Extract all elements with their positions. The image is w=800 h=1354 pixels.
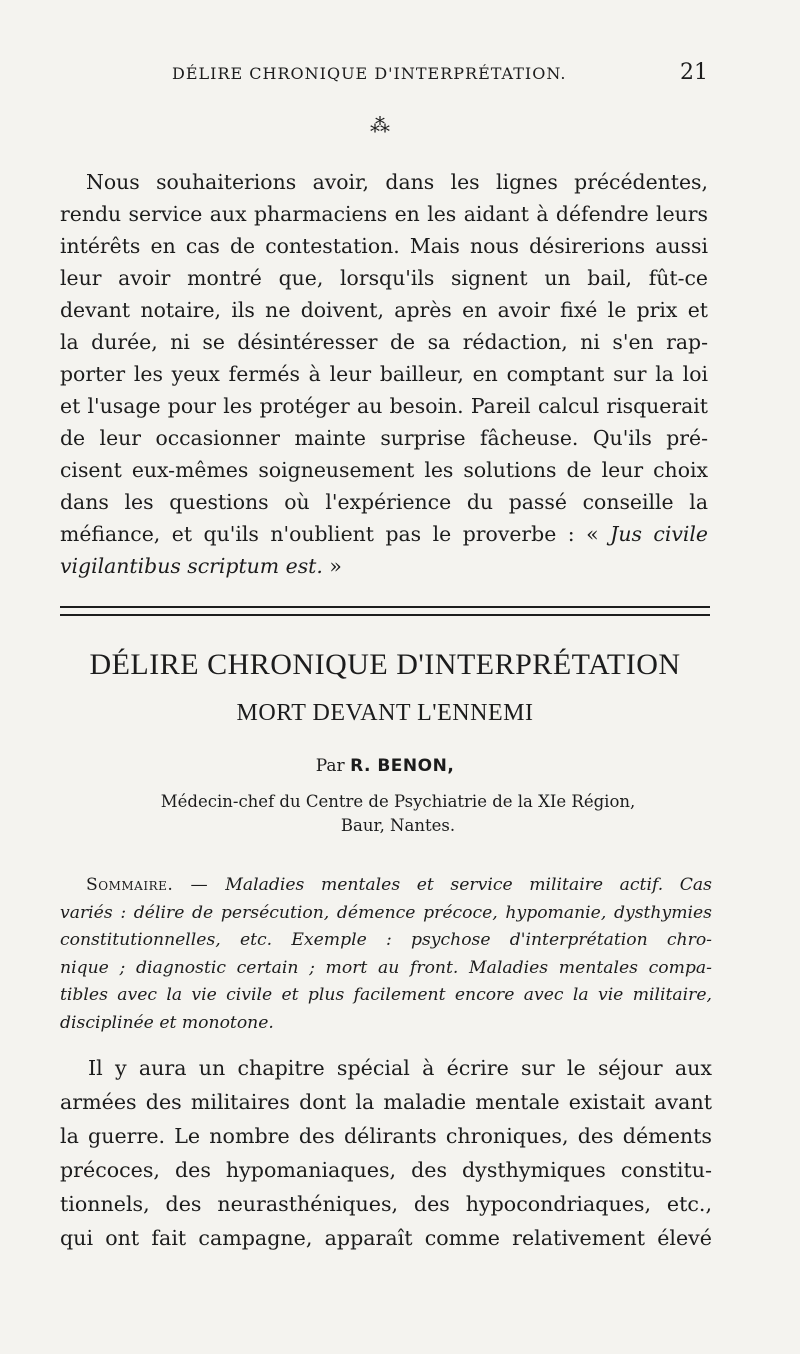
- article-body-paragraph: [60, 1051, 712, 1255]
- author-name: R. BENON,: [350, 756, 455, 776]
- text-line: armées des militaires dont la maladie mentale existait avant: [60, 1090, 712, 1114]
- text-line: la durée, ni se désintéresser de sa rédaction, ni s'en rap-: [60, 330, 708, 354]
- summary-line: [60, 872, 712, 900]
- summary-line: tibles avec la vie civile et plus facilement encore avec la vie militaire,: [60, 985, 712, 1005]
- text-line-with-quote: [60, 518, 708, 550]
- summary-line: constitutionnelles, etc. Exemple : psychose d'interprétation chro-: [60, 930, 712, 950]
- quote-lead: méfiance, et qu'ils n'oublient pas le proverbe : «: [60, 522, 611, 546]
- summary-line: disciplinée et monotone.: [60, 1012, 274, 1033]
- byline-prefix: Par: [315, 756, 351, 776]
- affiliation-line: Médecin-chef du Centre de Psychiatrie de la XIe Région,: [160, 792, 636, 811]
- text-line: de leur occasionner mainte surprise fâcheuse. Qu'ils pré-: [60, 426, 708, 450]
- text-line: tionnels, des neurasthéniques, des hypocondriaques, etc.,: [60, 1192, 712, 1216]
- section-divider-top: [60, 606, 710, 608]
- latin-quote-part1: Jus civile: [610, 522, 708, 546]
- text-line: la guerre. Le nombre des délirants chroniques, des déments: [60, 1124, 712, 1148]
- article-summary: [60, 872, 712, 1037]
- quote-close: »: [322, 554, 342, 578]
- text-line: intérêts en cas de contestation. Mais nous désirerions aussi: [60, 234, 708, 258]
- text-line: et l'usage pour les protéger au besoin. Pareil calcul risquerait: [60, 394, 708, 418]
- text-line: précoces, des hypomaniaques, des dysthymiques constitu-: [60, 1158, 712, 1182]
- text-line: dans les questions où l'expérience du passé conseille la: [60, 490, 708, 514]
- text-line: porter les yeux fermés à leur bailleur, en comptant sur la loi: [60, 362, 708, 386]
- text-line: rendu service aux pharmaciens en les aidant à défendre leurs: [60, 202, 708, 226]
- text-line: qui ont fait campagne, apparaît comme relativement élevé: [60, 1226, 712, 1250]
- running-title: DÉLIRE CHRONIQUE D'INTERPRÉTATION.: [172, 64, 567, 83]
- latin-quote-part2: vigilantibus scriptum est.: [60, 554, 323, 578]
- summary-heading: Sommaire. —: [86, 875, 226, 895]
- text-line: leur avoir montré que, lorsqu'ils signent un bail, fût-ce: [60, 266, 708, 290]
- running-head: [60, 62, 710, 92]
- asterism: ⁂: [370, 113, 390, 137]
- summary-line: nique ; diagnostic certain ; mort au front. Maladies mentales compa-: [60, 957, 712, 978]
- article-subtitle: MORT DEVANT L'ENNEMI: [236, 700, 534, 726]
- byline: [60, 756, 710, 776]
- text-line: Nous souhaiterions avoir, dans les lignes précédentes,: [86, 170, 708, 194]
- text-line: Il y aura un chapitre spécial à écrire sur le séjour aux: [88, 1056, 712, 1080]
- article-title: DÉLIRE CHRONIQUE D'INTERPRÉTATION: [89, 648, 681, 681]
- affiliation-line: Baur, Nantes.: [340, 816, 456, 835]
- text-line-with-quote: [60, 550, 708, 582]
- previous-article-conclusion: [60, 166, 708, 582]
- page-number: 21: [680, 60, 708, 85]
- summary-text: Maladies mentales et service militaire actif. Cas: [225, 875, 713, 895]
- summary-line: variés : délire de persécution, démence précoce, hypomanie, dysthymies: [60, 902, 712, 923]
- author-affiliation: [118, 790, 678, 838]
- text-line: cisent eux-mêmes soigneusement les solutions de leur choix: [60, 458, 708, 482]
- text-line: devant notaire, ils ne doivent, après en avoir fixé le prix et: [60, 298, 708, 322]
- section-divider-bottom: [60, 614, 710, 616]
